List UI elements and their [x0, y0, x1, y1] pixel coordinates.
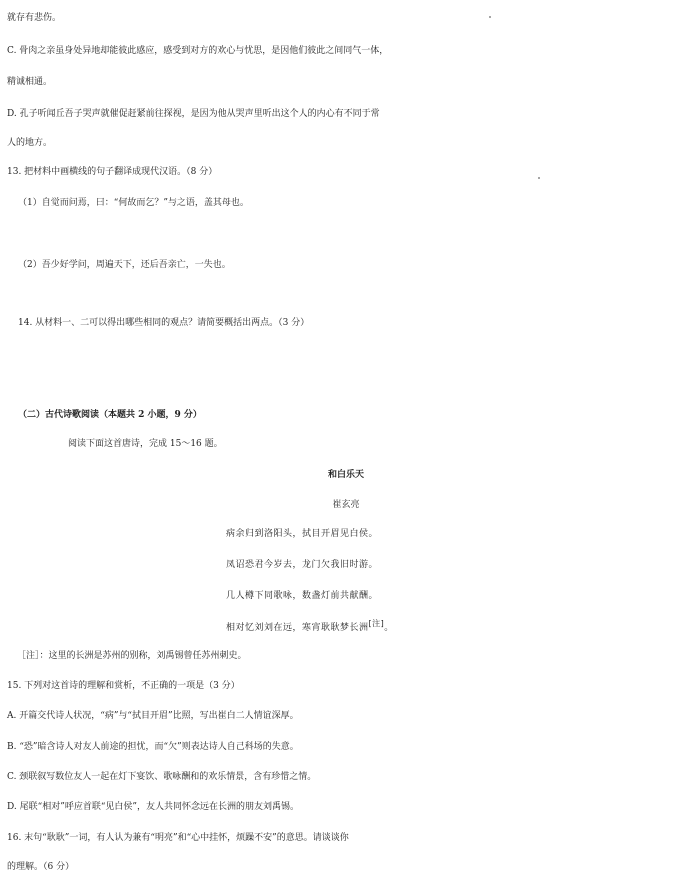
question-15-option-b: B. “恐”暗含诗人对友人前途的担忧，而“欠”则表达诗人自己科场的失意。: [7, 742, 299, 752]
poem-verse-3: 几人樽下同歌咏，数盏灯前共献酬。: [226, 591, 379, 601]
poem-verse-4-text: 相对忆刘刘在远，寒宵耿耿梦长洲: [226, 623, 369, 633]
section-heading: （二）古代诗歌阅读（本题共 2 小题，9 分）: [18, 410, 202, 420]
scan-speck: [489, 16, 491, 18]
question-15-option-d: D. 尾联“相对”呼应首联“见白侯”，友人共同怀念远在长洲的朋友刘禹锡。: [7, 802, 300, 812]
poem-verse-2: 凤诏恐君今岁去，龙门欠我旧时游。: [226, 560, 379, 570]
poem-footnote: ［注］：这里的长洲是苏州的别称，刘禹锡曾任苏州刺史。: [17, 651, 247, 661]
footnote-marker: [注]: [368, 619, 385, 628]
poem-verse-4: [226, 614, 692, 638]
option-d-line-2: 人的地方。: [7, 138, 53, 148]
option-d-line-1: D. 孔子听闻丘吾子哭声就催促赶紧前往探视，是因为他从哭声里听出这个人的内心有不同于常: [7, 109, 380, 119]
option-c-line-1: C. 骨肉之亲虽身处异地却能彼此感应，感受到对方的欢心与忧思，是因他们彼此之间同气一体，: [7, 46, 389, 56]
poem-title: 和白乐天: [327, 470, 364, 480]
reading-instruction: 阅读下面这首唐诗，完成 15～16 题。: [68, 439, 223, 449]
question-13-part-2: （2）吾少好学问，周遍天下，还后吾亲亡，一失也。: [18, 260, 231, 270]
question-13: 13. 把材料中画横线的句子翻译成现代汉语。（8 分）: [7, 167, 218, 177]
question-16-line-1: 16. 末句“耿耿”一词，有人认为兼有“明亮”和“心中挂怀，烦躁不安”的意思。请谈谈你: [7, 833, 349, 843]
question-15-option-c: C. 颈联叙写数位友人一起在灯下宴饮、歌咏酬和的欢乐情景，含有珍惜之情。: [7, 772, 317, 782]
option-c-line-2: 精诚相通。: [7, 77, 53, 87]
question-15-option-a: A. 开篇交代诗人状况，“病”与“拭目开眉”比照，写出崔白二人情谊深厚。: [7, 711, 299, 721]
poem-author: 崔玄亮: [332, 500, 360, 510]
poem-verse-4-end: 。: [384, 623, 394, 633]
scan-speck: [538, 177, 540, 179]
question-15: 15. 下列对这首诗的理解和赏析，不正确的一项是（3 分）: [7, 681, 240, 691]
question-16-line-2: 的理解。（6 分）: [7, 862, 75, 872]
poem-verse-1: 病余归到洛阳头，拭目开眉见白侯。: [226, 529, 379, 539]
question-14: 14. 从材料一、二可以得出哪些相同的观点？请简要概括出两点。（3 分）: [18, 318, 310, 328]
text-line: 就存有悲伤。: [7, 13, 62, 23]
question-13-part-1: （1）自觉而问焉，曰：“何故而乞？”与之语，盖其母也。: [18, 198, 249, 208]
